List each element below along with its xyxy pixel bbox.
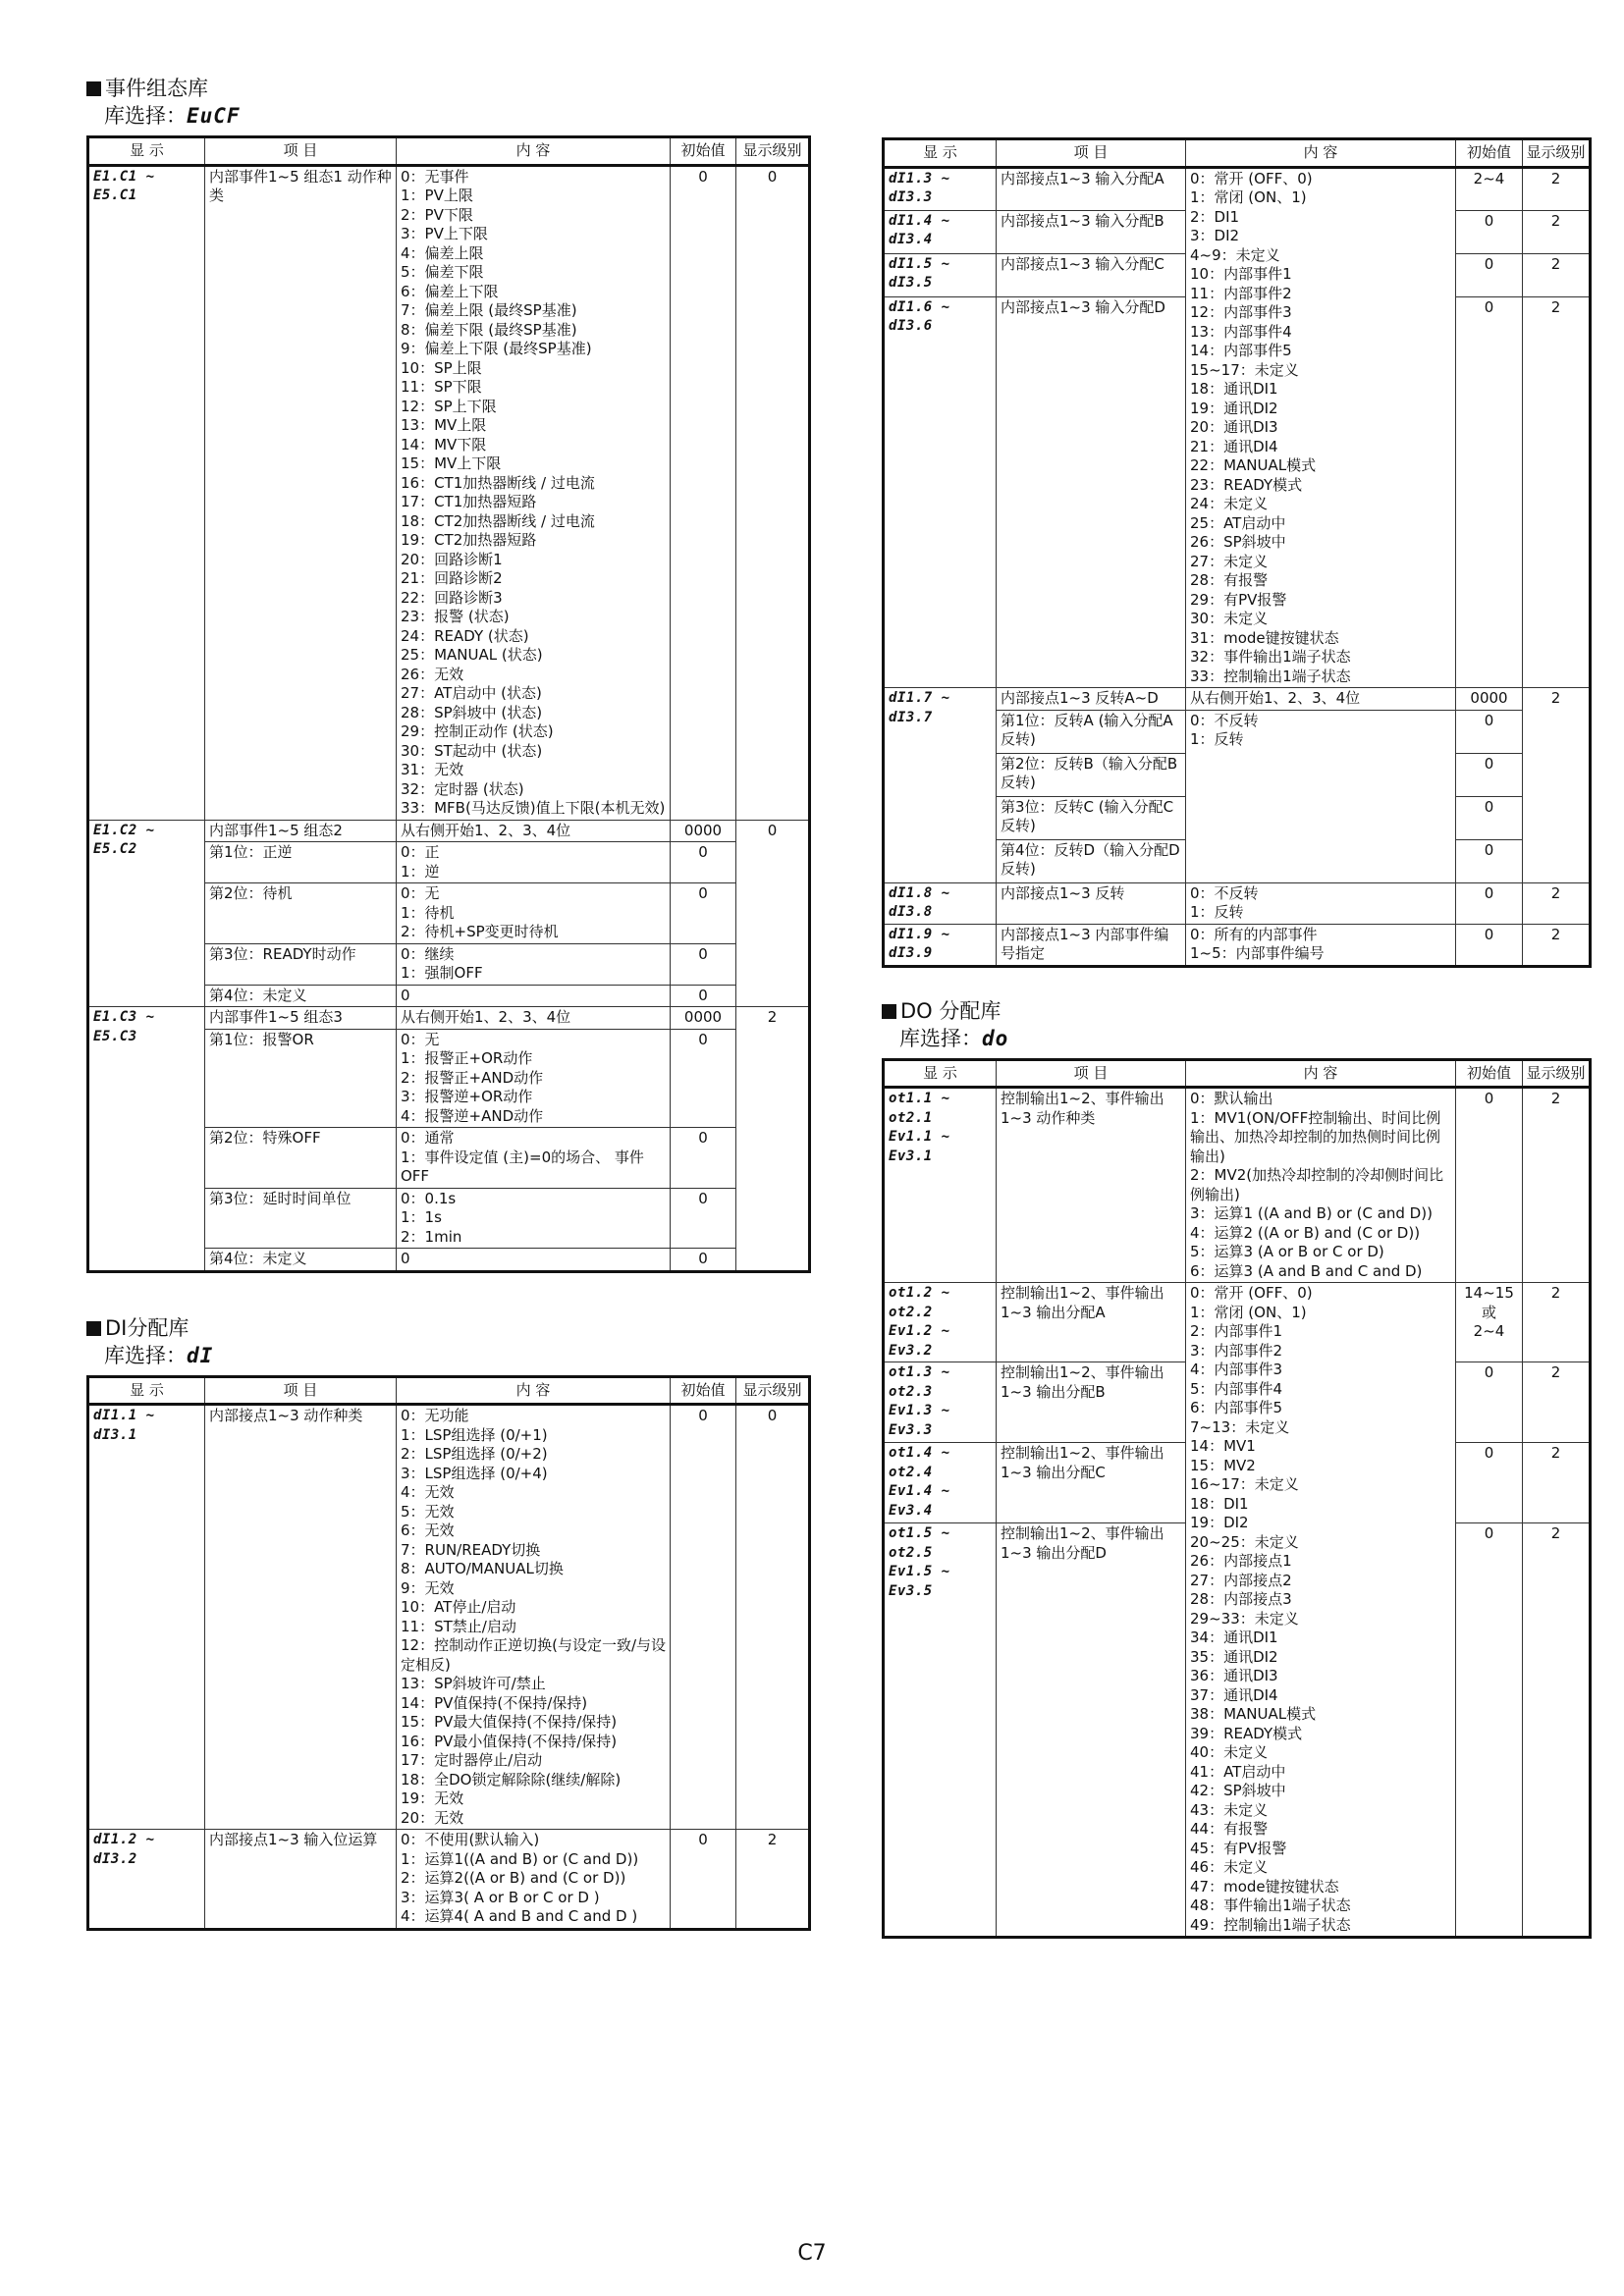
item-label: 控制输出1~2、事件输出1~3 输出分配B <box>997 1362 1186 1443</box>
di-bank-select: 库选择：dI <box>104 1343 214 1367</box>
table-row <box>884 688 1591 711</box>
content-line: 4~9：未定义 <box>1190 245 1280 264</box>
content-line: 7~13：未定义 <box>1190 1417 1290 1436</box>
event-section-title: 事件组态库 <box>86 75 808 102</box>
event-bank-select: 库选择：EuCF <box>104 104 241 128</box>
initial-value: 0 <box>1456 1088 1523 1283</box>
content-line: 12：SP上下限 <box>401 397 497 415</box>
initial-value: 0 <box>1456 839 1523 882</box>
page-number: C7 <box>797 2241 827 2266</box>
item-label: 内部接点1~3 输入分配B <box>997 210 1186 253</box>
initial-value: 0 <box>671 842 736 883</box>
content-line: 29：控制正动作 (状态) <box>401 722 554 740</box>
content-list: 0：正 1：逆 <box>397 842 671 883</box>
display-level: 0 <box>736 820 810 1007</box>
display-code: E1.C2 ~ E5.C2 <box>88 820 205 1007</box>
content-line: 6：无效 <box>401 1522 455 1539</box>
content-line: 5：偏差下限 <box>401 263 484 281</box>
item-label: 第1位：反转A (输入分配A反转) <box>997 710 1186 753</box>
initial-value: 0 <box>1456 882 1523 924</box>
item-label: 控制输出1~2、事件输出1~3 输出分配C <box>997 1443 1186 1523</box>
content-line: 0：不使用(默认输入) <box>401 1831 540 1848</box>
content-line: 4：运算2 ((A or B) and (C or D)) <box>1190 1223 1421 1242</box>
table-row <box>88 165 810 820</box>
table-row <box>884 167 1591 210</box>
table-row <box>88 1007 810 1030</box>
initial-value: 2~4 <box>1456 167 1523 210</box>
content-line: 16：CT1加热器断线 / 过电流 <box>401 473 595 492</box>
item-label: 内部事件1~5 组态2 <box>205 820 397 842</box>
content-line: 1：LSP组选择 (0/+1) <box>401 1425 548 1444</box>
content-line: 3：DI2 <box>1190 227 1240 244</box>
initial-value: 0 <box>1456 296 1523 688</box>
display-code: dI1.6 ~ dI3.6 <box>884 296 997 688</box>
item-label: 第2位：待机 <box>205 883 397 944</box>
content-line: 0：无事件 <box>401 167 469 186</box>
content-line: 15~17：未定义 <box>1190 360 1299 379</box>
content-line: 34：通讯DI1 <box>1190 1629 1278 1646</box>
content-line: 24：未定义 <box>1190 495 1269 512</box>
initial-value: 0 <box>1456 253 1523 296</box>
initial-value: 0 <box>671 943 736 985</box>
content-line: 18：CT2加热器断线 / 过电流 <box>401 511 595 530</box>
item-label: 内部事件1~5 组态1 动作种类 <box>205 165 397 820</box>
content-line: 9：偏差上下限 (最终SP基准) <box>401 340 592 357</box>
content-line: 49：控制输出1端子状态 <box>1190 1915 1351 1934</box>
content-line: 35：通讯DI2 <box>1190 1647 1278 1666</box>
content-line: 26：内部接点1 <box>1190 1552 1292 1570</box>
content-line: 2：运算2((A or B) and (C or D)) <box>401 1869 626 1887</box>
display-level: 2 <box>736 1007 810 1272</box>
content-line: 40：未定义 <box>1190 1743 1269 1761</box>
content-line: 39：READY模式 <box>1190 1724 1303 1742</box>
display-code: ot1.4 ~ ot2.4 Ev1.4 ~ Ev3.4 <box>884 1443 997 1523</box>
content-line: 14：MV1 <box>1190 1437 1256 1455</box>
content-line: 48：事件输出1端子状态 <box>1190 1896 1351 1914</box>
content-line: 19：DI2 <box>1190 1514 1249 1531</box>
item-label: 内部接点1~3 输入分配C <box>997 253 1186 296</box>
content-list: 从右侧开始1、2、3、4位 <box>397 820 671 842</box>
content-line: 7：RUN/READY切换 <box>401 1540 541 1559</box>
content-line: 26：SP斜坡中 <box>1190 533 1286 551</box>
table-row <box>88 820 810 842</box>
content-line: 6：运算3 (A and B and C and D) <box>1190 1261 1423 1280</box>
content-list <box>1186 1283 1456 1938</box>
display-code: ot1.1 ~ ot2.1 Ev1.1 ~ Ev3.1 <box>884 1088 997 1283</box>
initial-value: 0 <box>671 1405 736 1830</box>
content-line: 25：MANUAL (状态) <box>401 646 543 664</box>
display-level: 2 <box>1523 296 1591 688</box>
content-line: 31：mode键按键状态 <box>1190 628 1339 647</box>
item-label: 内部接点1~3 输入分配D <box>997 296 1186 688</box>
do-bank-select: 库选择：do <box>899 1026 1009 1050</box>
initial-value: 0 <box>1456 753 1523 796</box>
content-list: 0 <box>397 985 671 1007</box>
content-line: 20~25：未定义 <box>1190 1532 1299 1551</box>
content-line: 13：内部事件4 <box>1190 322 1292 341</box>
content-line: 11：ST禁止/启动 <box>401 1617 516 1635</box>
initial-value: 0 <box>671 985 736 1007</box>
content-list: 从右侧开始1、2、3、4位 <box>1186 688 1456 711</box>
di-assign-table <box>86 1375 811 1931</box>
content-line: 44：有报警 <box>1190 1820 1269 1838</box>
initial-value: 14~15 或 2~4 <box>1456 1283 1523 1362</box>
initial-value: 0 <box>671 1128 736 1189</box>
initial-value: 0 <box>671 883 736 944</box>
display-code: ot1.2 ~ ot2.2 Ev1.2 ~ Ev3.2 <box>884 1283 997 1362</box>
item-label: 内部接点1~3 输入分配A <box>997 167 1186 210</box>
content-line: 8：AUTO/MANUAL切换 <box>401 1560 564 1577</box>
content-list <box>397 165 671 820</box>
content-line: 22：回路诊断3 <box>401 588 503 607</box>
content-line: 15：MV上下限 <box>401 454 502 472</box>
content-line: 36：通讯DI3 <box>1190 1667 1278 1684</box>
content-line: 5：无效 <box>401 1502 455 1521</box>
content-list <box>397 1405 671 1830</box>
content-line: 33：控制输出1端子状态 <box>1190 667 1351 685</box>
content-line: 15：PV最大值保持(不保持/保持) <box>401 1713 618 1731</box>
initial-value: 0 <box>1456 1362 1523 1443</box>
content-line: 28：内部接点3 <box>1190 1590 1292 1608</box>
content-line: 19：CT2加热器短路 <box>401 531 537 549</box>
content-line: 11：SP下限 <box>401 378 482 396</box>
content-line: 27：内部接点2 <box>1190 1571 1292 1589</box>
content-line: 3：内部事件2 <box>1190 1341 1283 1360</box>
content-list: 0 <box>397 1249 671 1272</box>
content-line: 10：SP上限 <box>401 358 482 377</box>
item-label: 第2位：特殊OFF <box>205 1128 397 1189</box>
initial-value: 0 <box>1456 710 1523 753</box>
initial-value: 0 <box>671 1188 736 1249</box>
content-line: 17：CT1加热器短路 <box>401 493 537 510</box>
content-line: 33：MFB(马达反馈)值上下限(本机无效) <box>401 799 666 817</box>
content-line: 3：运算1 ((A and B) or (C and D)) <box>1190 1204 1433 1222</box>
content-line: 17：定时器停止/启动 <box>401 1751 543 1769</box>
content-line: 8：偏差下限 (最终SP基准) <box>401 320 577 339</box>
item-label: 第1位：正逆 <box>205 842 397 883</box>
display-code: dI1.8 ~ dI3.8 <box>884 882 997 924</box>
table-row <box>884 924 1591 966</box>
content-line: 7：偏差上限 (最终SP基准) <box>401 301 577 319</box>
content-line: 1：PV上限 <box>401 187 473 204</box>
display-code: dI1.9 ~ dI3.9 <box>884 924 997 966</box>
content-line: 14：内部事件5 <box>1190 342 1292 359</box>
content-line: 2：DI1 <box>1190 207 1240 226</box>
content-line: 0：常开 (OFF、0) <box>1190 169 1313 187</box>
event-config-table <box>86 135 811 1273</box>
content-list: 0：0.1s 1：1s 2：1min <box>397 1188 671 1249</box>
content-list: 0：无 1：报警正+OR动作 2：报警正+AND动作 3：报警逆+OR动作 4：报警逆+AND动作 <box>397 1029 671 1128</box>
content-list: 0：继续 1：强制OFF <box>397 943 671 985</box>
content-line: 4：偏差上限 <box>401 243 484 262</box>
content-line: 5：内部事件4 <box>1190 1379 1283 1398</box>
content-list <box>1186 167 1456 688</box>
content-list <box>1186 1088 1456 1283</box>
content-line: 19：通讯DI2 <box>1190 399 1278 417</box>
initial-value: 0000 <box>1456 688 1523 711</box>
table-row <box>884 882 1591 924</box>
initial-value: 0 <box>671 1249 736 1272</box>
content-list <box>397 1830 671 1930</box>
content-line: 14：MV下限 <box>401 435 487 454</box>
display-code: dI1.7 ~ dI3.7 <box>884 688 997 883</box>
content-line: 47：mode键按键状态 <box>1190 1877 1339 1896</box>
content-line: 14：PV值保持(不保持/保持) <box>401 1693 588 1712</box>
content-line: 3：运算3( A or B or C or D ) <box>401 1888 600 1906</box>
display-level: 2 <box>736 1830 810 1930</box>
item-label: 第4位：反转D（输入分配D反转) <box>997 839 1186 882</box>
item-label: 内部接点1~3 输入位运算 <box>205 1830 397 1930</box>
content-line: 4：无效 <box>401 1483 455 1501</box>
content-line: 3：LSP组选择 (0/+4) <box>401 1464 548 1482</box>
content-line: 2：LSP组选择 (0/+2) <box>401 1445 548 1463</box>
display-level: 2 <box>1523 688 1591 883</box>
item-label: 内部接点1~3 动作种类 <box>205 1405 397 1830</box>
initial-value: 0 <box>1456 796 1523 839</box>
content-line: 42：SP斜坡中 <box>1190 1782 1286 1799</box>
content-list: 0：所有的内部事件 1~5：内部事件编号 <box>1186 924 1456 966</box>
do-section-title: DO 分配库 <box>882 997 1589 1025</box>
content-line: 24：READY (状态) <box>401 626 529 645</box>
initial-value: 0000 <box>671 820 736 842</box>
item-label: 第3位：延时时间单位 <box>205 1188 397 1249</box>
content-line: 20：通讯DI3 <box>1190 418 1278 436</box>
content-list: 0：不反转 1：反转 <box>1186 710 1456 882</box>
content-line: 37：通讯DI4 <box>1190 1685 1278 1704</box>
table-row <box>884 1088 1591 1283</box>
table-row <box>88 1405 810 1830</box>
display-code: dI1.1 ~ dI3.1 <box>88 1405 205 1830</box>
content-line: 18：全DO锁定解除除(继续/解除) <box>401 1770 622 1789</box>
content-line: 25：AT启动中 <box>1190 513 1286 532</box>
square-bullet-icon <box>882 1004 896 1019</box>
item-label: 第3位：反转C (输入分配C反转) <box>997 796 1186 839</box>
display-level: 2 <box>1523 253 1591 296</box>
content-line: 10：AT停止/启动 <box>401 1598 516 1616</box>
content-line: 28：SP斜坡中 (状态) <box>401 703 543 721</box>
item-label: 内部接点1~3 反转 <box>997 882 1186 924</box>
display-level: 2 <box>1523 167 1591 210</box>
content-line: 38：MANUAL模式 <box>1190 1705 1317 1723</box>
content-line: 18：通讯DI1 <box>1190 380 1278 398</box>
content-line: 1：MV1(ON/OFF控制输出、时间比例输出、加热冷却控制的加热侧时间比例输出) <box>1190 1108 1441 1165</box>
content-line: 3：PV上下限 <box>401 225 488 242</box>
item-label: 第3位：READY时动作 <box>205 943 397 985</box>
content-line: 6：偏差上下限 <box>401 282 499 300</box>
content-line: 30：ST起动中 (状态) <box>401 741 543 760</box>
display-level: 0 <box>736 165 810 820</box>
content-line: 31：无效 <box>401 761 464 778</box>
content-line: 20：无效 <box>401 1808 464 1827</box>
content-list: 从右侧开始1、2、3、4位 <box>397 1007 671 1030</box>
content-line: 2：内部事件1 <box>1190 1322 1283 1340</box>
content-line: 12：控制动作正逆切换(与设定一致/与设定相反) <box>401 1636 666 1674</box>
content-line: 10：内部事件1 <box>1190 265 1292 283</box>
content-line: 2：MV2(加热冷却控制的冷却侧时间比例输出) <box>1190 1166 1444 1203</box>
initial-value: 0 <box>671 165 736 820</box>
item-label: 内部事件1~5 组态3 <box>205 1007 397 1030</box>
item-label: 内部接点1~3 内部事件编号指定 <box>997 924 1186 966</box>
content-line: 6：内部事件5 <box>1190 1399 1283 1416</box>
initial-value: 0 <box>671 1029 736 1128</box>
display-level: 2 <box>1523 1283 1591 1362</box>
content-line: 27：未定义 <box>1190 552 1269 570</box>
item-label: 控制输出1~2、事件输出1~3 动作种类 <box>997 1088 1186 1283</box>
display-code: E1.C3 ~ E5.C3 <box>88 1007 205 1272</box>
table-row <box>88 1830 810 1930</box>
content-line: 12：内部事件3 <box>1190 303 1292 321</box>
item-label: 第1位：报警OR <box>205 1029 397 1128</box>
content-line: 23：READY模式 <box>1190 475 1303 494</box>
content-line: 13：MV上限 <box>401 416 487 434</box>
content-line: 0：默认输出 <box>1190 1090 1273 1107</box>
content-line: 11：内部事件2 <box>1190 284 1292 302</box>
content-line: 0：无功能 <box>401 1407 469 1424</box>
di-assign-table-continued <box>882 137 1592 968</box>
content-line: 29：有PV报警 <box>1190 590 1287 609</box>
content-line: 30：未定义 <box>1190 610 1269 627</box>
content-line: 1：常闭 (ON、1) <box>1190 1303 1307 1321</box>
display-code: dI1.4 ~ dI3.4 <box>884 210 997 253</box>
initial-value: 0 <box>1456 1523 1523 1938</box>
content-line: 21：回路诊断2 <box>401 569 503 587</box>
item-label: 第4位：未定义 <box>205 985 397 1007</box>
content-line: 4：内部事件3 <box>1190 1361 1283 1378</box>
table-header: 显 示 项 目 内 容 初始值 显示级别 <box>88 1376 810 1405</box>
display-code: ot1.3 ~ ot2.3 Ev1.3 ~ Ev3.3 <box>884 1362 997 1443</box>
content-line: 29~33：未定义 <box>1190 1609 1299 1628</box>
content-line: 21：通讯DI4 <box>1190 437 1278 455</box>
display-level: 2 <box>1523 1443 1591 1523</box>
display-level: 2 <box>1523 882 1591 924</box>
square-bullet-icon <box>86 81 101 96</box>
initial-value: 0000 <box>671 1007 736 1030</box>
display-code: dI1.3 ~ dI3.3 <box>884 167 997 210</box>
content-line: 5：运算3 (A or B or C or D) <box>1190 1243 1384 1260</box>
display-level: 2 <box>1523 1088 1591 1283</box>
initial-value: 0 <box>1456 1443 1523 1523</box>
content-line: 19：无效 <box>401 1789 464 1807</box>
content-line: 0：常开 (OFF、0) <box>1190 1284 1313 1302</box>
content-line: 32：事件输出1端子状态 <box>1190 648 1351 666</box>
content-line: 13：SP斜坡许可/禁止 <box>401 1675 546 1692</box>
content-line: 18：DI1 <box>1190 1494 1249 1513</box>
display-code: dI1.2 ~ dI3.2 <box>88 1830 205 1930</box>
content-list: 0：不反转 1：反转 <box>1186 882 1456 924</box>
content-line: 45：有PV报警 <box>1190 1839 1287 1857</box>
table-header: 显 示 项 目 内 容 初始值 显示级别 <box>88 137 810 166</box>
content-line: 32：定时器 (状态) <box>401 779 524 798</box>
content-line: 41：AT启动中 <box>1190 1762 1286 1781</box>
content-line: 15：MV2 <box>1190 1456 1256 1474</box>
content-line: 22：MANUAL模式 <box>1190 456 1317 474</box>
content-line: 2：PV下限 <box>401 205 473 224</box>
initial-value: 0 <box>1456 924 1523 966</box>
display-level: 0 <box>736 1405 810 1830</box>
content-line: 4：运算4( A and B and C and D ) <box>401 1907 638 1925</box>
content-list: 0：无 1：待机 2：待机+SP变更时待机 <box>397 883 671 944</box>
item-label: 第2位：反转B（输入分配B反转) <box>997 753 1186 796</box>
display-level: 2 <box>1523 1362 1591 1443</box>
item-label: 控制输出1~2、事件输出1~3 输出分配D <box>997 1523 1186 1938</box>
table-header: 显 示 项 目 内 容 初始值 显示级别 <box>884 139 1591 168</box>
display-code: ot1.5 ~ ot2.5 Ev1.5 ~ Ev3.5 <box>884 1523 997 1938</box>
content-line: 1：常闭 (ON、1) <box>1190 188 1307 206</box>
content-line: 16~17：未定义 <box>1190 1475 1299 1493</box>
content-line: 20：回路诊断1 <box>401 550 503 568</box>
content-line: 9：无效 <box>401 1578 455 1597</box>
item-label: 第4位：未定义 <box>205 1249 397 1272</box>
content-line: 43：未定义 <box>1190 1800 1269 1819</box>
right-column <box>882 137 1589 1939</box>
display-code: E1.C1 ~ E5.C1 <box>88 165 205 820</box>
content-line: 26：无效 <box>401 665 464 683</box>
display-level: 2 <box>1523 1523 1591 1938</box>
content-line: 46：未定义 <box>1190 1858 1269 1876</box>
di-section-title: DI分配库 <box>86 1314 808 1342</box>
item-label: 控制输出1~2、事件输出1~3 输出分配A <box>997 1283 1186 1362</box>
content-line: 16：PV最小值保持(不保持/保持) <box>401 1732 618 1750</box>
display-level: 2 <box>1523 210 1591 253</box>
initial-value: 0 <box>1456 210 1523 253</box>
content-line: 28：有报警 <box>1190 571 1269 589</box>
table-header: 显 示 项 目 内 容 初始值 显示级别 <box>884 1059 1591 1088</box>
do-assign-table <box>882 1058 1592 1940</box>
content-line: 27：AT启动中 (状态) <box>401 684 542 702</box>
content-line: 23：报警 (状态) <box>401 608 510 625</box>
display-level: 2 <box>1523 924 1591 966</box>
display-code: dI1.5 ~ dI3.5 <box>884 253 997 296</box>
content-line: 1：运算1((A and B) or (C and D)) <box>401 1849 639 1868</box>
left-column <box>86 75 808 1931</box>
content-list: 0：通常 1：事件设定值 (主)=0的场合、 事件OFF <box>397 1128 671 1189</box>
item-label: 内部接点1~3 反转A~D <box>997 688 1186 711</box>
square-bullet-icon <box>86 1321 101 1336</box>
table-row <box>884 1283 1591 1362</box>
initial-value: 0 <box>671 1830 736 1930</box>
